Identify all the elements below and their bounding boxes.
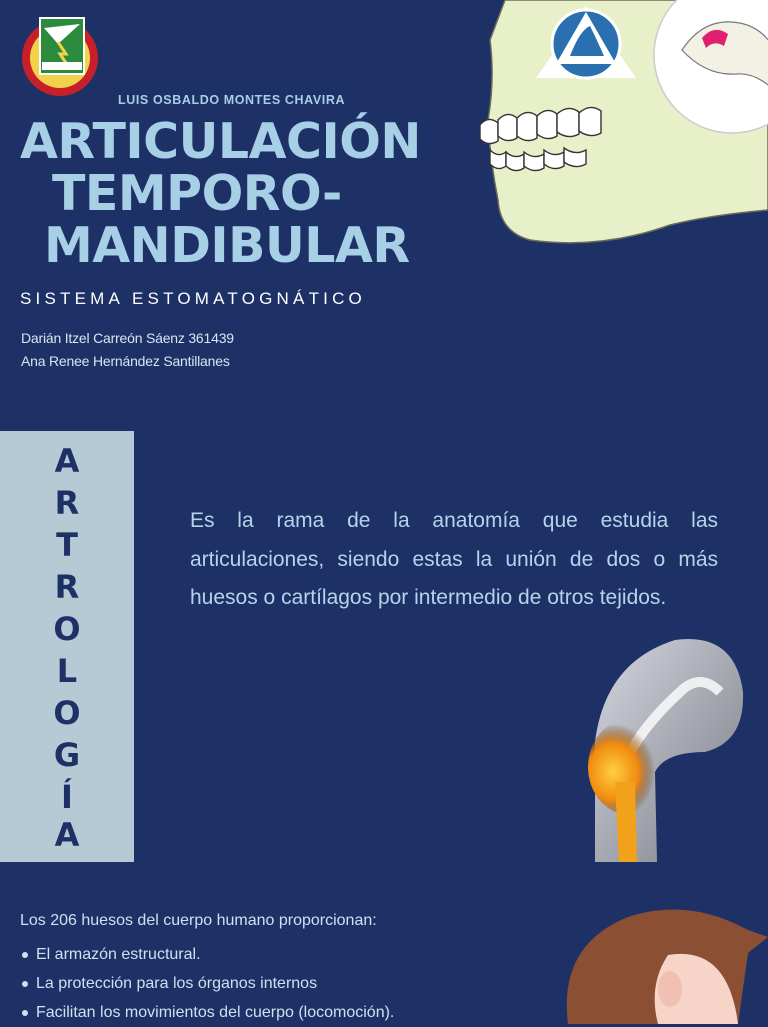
teacher-name: LUIS OSBALDO MONTES CHAVIRA: [118, 93, 346, 107]
list-item: Facilitan los movimientos del cuerpo (locomoción).: [20, 998, 394, 1027]
author-1: Darián Itzel Carreón Sáenz 361439: [21, 330, 234, 346]
heading-letter: R: [54, 568, 80, 606]
bones-list: [20, 940, 394, 1027]
title-line-3: MANDIBULAR: [44, 217, 410, 274]
head-illustration: [548, 905, 768, 1024]
university-seal-logo: [18, 14, 102, 98]
title-line-1: ARTICULACIÓN: [20, 113, 421, 170]
heading-letter: G: [53, 736, 81, 774]
heading-letter: A: [54, 442, 80, 480]
heading-letter: O: [53, 610, 81, 648]
heading-letter: O: [53, 694, 81, 732]
knee-joint-illustration: [585, 632, 745, 862]
author-2: Ana Renee Hernández Santillanes: [21, 353, 230, 369]
heading-letter: L: [56, 652, 78, 690]
bones-intro: Los 206 huesos del cuerpo humano proporcionan:: [20, 912, 377, 929]
heading-letter: A: [54, 816, 80, 854]
list-item: El armazón estructural.: [20, 940, 394, 969]
heading-letter: T: [56, 526, 78, 564]
subtitle: SISTEMA ESTOMATOGNÁTICO: [20, 289, 366, 308]
skull-jaw-illustration: [470, 0, 768, 250]
list-item: La protección para los órganos internos: [20, 969, 394, 998]
artrologia-heading-band: [0, 431, 134, 862]
heading-letter: R: [54, 484, 80, 522]
artrologia-definition: Es la rama de la anatomía que estudia las articulaciones, siendo estas la unión de dos o más huesos o cartílagos por intermedio de otros tejidos.: [190, 509, 718, 609]
title-line-2: TEMPORO-: [52, 165, 342, 222]
heading-letter: Í: [61, 778, 73, 816]
